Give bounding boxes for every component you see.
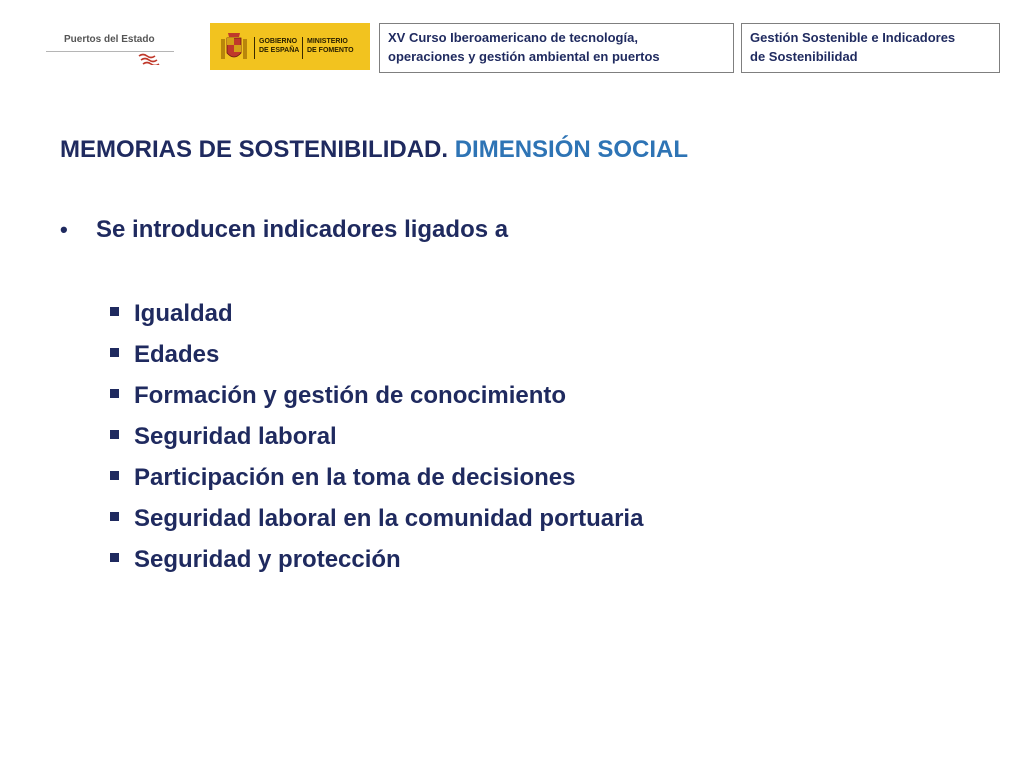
square-bullet-icon: [110, 430, 119, 439]
gobierno-fomento-logo: [210, 23, 370, 70]
square-bullet-icon: [110, 348, 119, 357]
course-title-line-2: operaciones y gestión ambiental en puertos: [388, 49, 660, 64]
slide-title-accent: DIMENSIÓN SOCIAL: [454, 136, 689, 163]
topic-title-box: [741, 23, 1000, 73]
main-bullet-text: Se introducen indicadores ligados a: [96, 216, 509, 243]
list-item: Seguridad laboral en la comunidad portuaria: [110, 502, 643, 543]
square-bullet-icon: [110, 471, 119, 480]
list-item: Igualdad: [110, 297, 643, 338]
list-item: Seguridad y protección: [110, 543, 643, 584]
topic-title-line-2: de Sostenibilidad: [750, 49, 858, 64]
indicator-list: [110, 297, 643, 584]
topic-title-line-1: Gestión Sostenible e Indicadores: [750, 30, 956, 45]
slide-title: [60, 136, 688, 164]
square-bullet-icon: [110, 553, 119, 562]
ministerio-text: MINISTERIO DE FOMENTO: [307, 38, 354, 54]
list-item: Edades: [110, 338, 643, 379]
bullet-dot-icon: •: [60, 217, 68, 242]
slide-title-main: MEMORIAS DE SOSTENIBILIDAD.: [60, 136, 449, 163]
gobierno-text: GOBIERNO DE ESPAÑA: [259, 38, 300, 54]
gobierno-divider: [254, 37, 255, 59]
puertos-logo-rule: [46, 51, 174, 52]
ministerio-divider: [302, 37, 303, 59]
course-title-box: [379, 23, 734, 73]
puertos-wave-icon: [138, 53, 162, 65]
main-bullet: [60, 216, 508, 244]
puertos-del-estado-logo: [46, 28, 174, 68]
list-item: Participación en la toma de decisiones: [110, 461, 643, 502]
square-bullet-icon: [110, 307, 119, 316]
coat-of-arms-icon: [218, 29, 250, 65]
puertos-logo-text: Puertos del Estado: [64, 34, 155, 45]
square-bullet-icon: [110, 389, 119, 398]
course-title-line-1: XV Curso Iberoamericano de tecnología,: [388, 30, 638, 45]
list-item: Formación y gestión de conocimiento: [110, 379, 643, 420]
list-item: Seguridad laboral: [110, 420, 643, 461]
square-bullet-icon: [110, 512, 119, 521]
